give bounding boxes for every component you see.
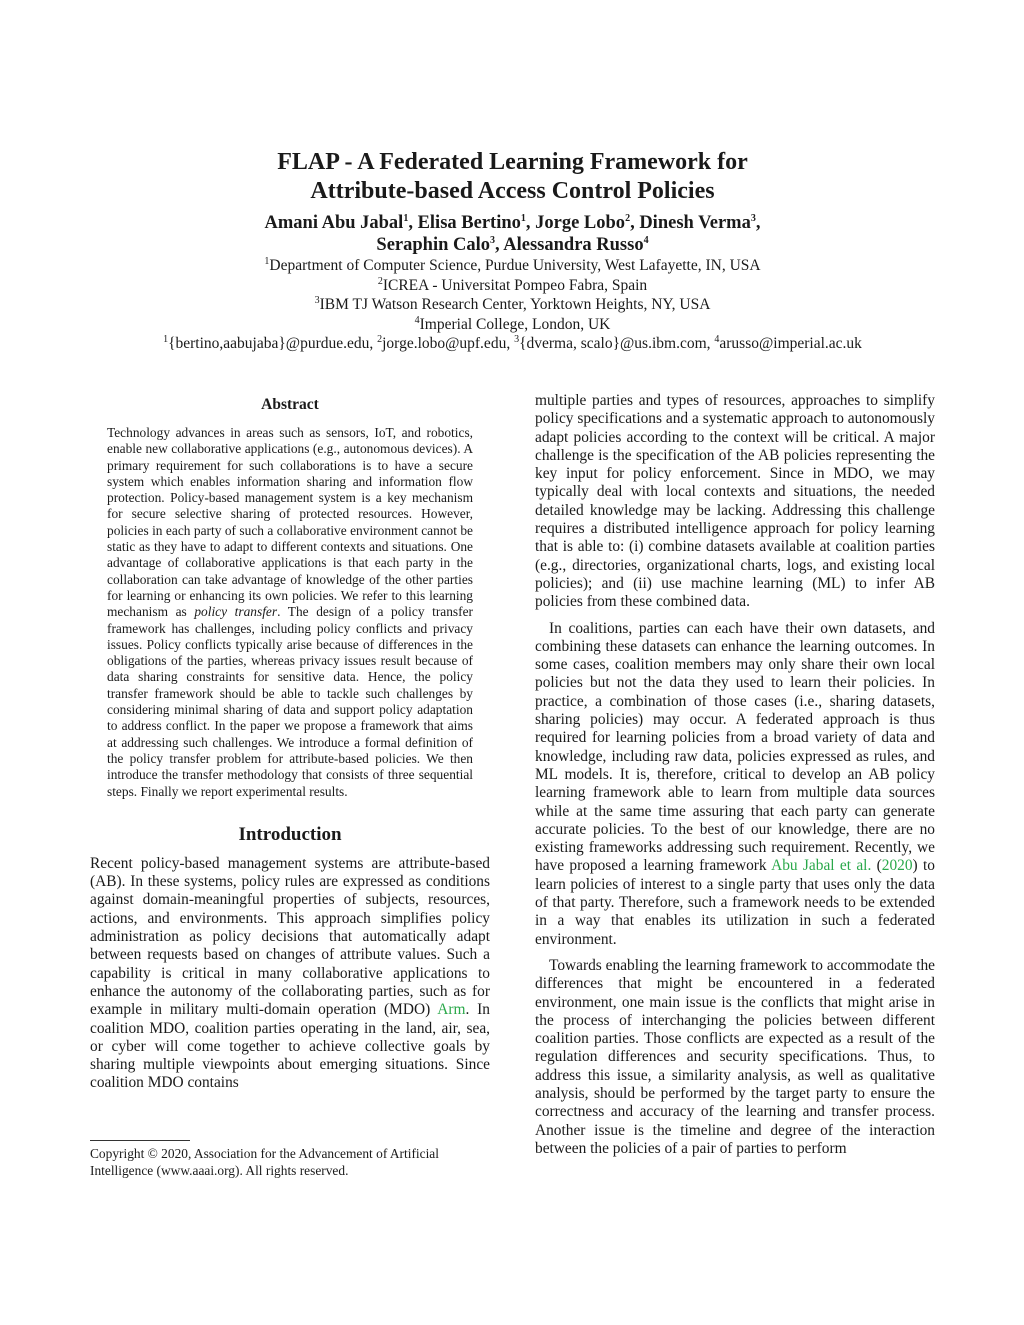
affiliation-list — [90, 256, 935, 354]
citation-link[interactable]: Abu Jabal et al. — [771, 857, 872, 875]
footnote-text: Copyright © 2020, Association for the Advancement of Artificial Intelligence (www.aaai.org). All rights reserved. — [90, 1146, 439, 1178]
author-name: Seraphin Calo — [376, 235, 491, 255]
affiliation-line: $^4$Imperial College, London, UK — [414, 314, 611, 333]
author-name: Jorge Lobo — [535, 213, 626, 233]
author-list — [90, 212, 935, 256]
arxiv-side-stamp — [12, 362, 58, 958]
affiliation-line: $^3$IBM TJ Watson Research Center, Yorktown Heights, NY, USA — [314, 295, 711, 314]
intro-paragraph-2: In coalitions, parties can each have their own datasets, and combining these datasets can enhance the learning outcomes. In some cases, coalition members may only share their own local policies but not the data they used to learn their policies. In practice, a combination of those cases (i.e., sharing datasets, sharing policies) may occur. A federated approach is thus required for learning policies from a broad variety of data and knowledge, including raw data, policies expressed as rules, and ML models. It is, therefore, critical to develop an AB policy learning framework able to learn from multiple data sources while at the same time assuring that each party can generate accurate policies. To the best of our knowledge, there are no existing frameworks addressing such requirement. Recently, we have proposed a learning framework Abu Jabal et al. (2020) to learn policies of interest to a single party that uses only the data of that party. Therefore, such a framework needs to be extended in a way that enables its utilization in such a federated environment. — [535, 619, 935, 948]
footnote-rule — [90, 1140, 190, 1141]
title-line-2: Attribute-based Access Control Policies — [310, 178, 715, 204]
copyright-footnote — [90, 1140, 490, 1179]
paper-header — [90, 148, 935, 354]
author-sup: 3 — [490, 234, 496, 246]
author-sup: 1 — [403, 212, 409, 224]
author-sup: 4 — [643, 234, 649, 246]
abstract-heading: Abstract — [261, 396, 319, 413]
author-name: Alessandra Russo — [503, 235, 644, 255]
author-sup: 1 — [520, 212, 526, 224]
author-sup: 2 — [625, 212, 631, 224]
author-name: Dinesh Verma — [639, 213, 751, 233]
author-name: Amani Abu Jabal — [264, 213, 404, 233]
author-sup: 3 — [750, 212, 756, 224]
intro-paragraph-3: Towards enabling the learning framework to accommodate the differences that might be encountered in a federated environment, one main issue is the conflicts that might arise in the process of interchanging the policies between different coalition parties. Those conflicts are expected as a result of the regulation differences and security specifications. Thus, to address this issue, a similarity analysis, as well as qualitative analysis, should be performed by the target party to ensure the correctness and accuracy of the learning and transfer process. Another issue is the timeline and degree of the interaction between the policies of a pair of parties to perform — [535, 956, 935, 1157]
citation-link[interactable]: Arm — [437, 1001, 466, 1019]
abstract-italic-term: policy transfer — [194, 604, 278, 620]
author-name: Elisa Bertino — [417, 213, 521, 233]
author-line-2: Seraphin Calo$^3$, Alessandra Russo$^4$ — [376, 234, 649, 255]
author-line-1: Amani Abu Jabal$^1$, Elisa Bertino$^1$, Jorge Lobo$^2$, Dinesh Verma$^3$, — [264, 212, 761, 233]
abstract-text: Technology advances in areas such as sensors, IoT, and robotics, enable new collaborative applications (e.g., autonomous devices). A primary requirement for such collaborations is to have a secure system which enables information sharing and information flow protection. Policy-based management system is a key mechanism for secure selective sharing of protected resources. However, policies in each party of such a collaborative environment cannot be static as they have to adapt to different contexts and situations. One advantage of collaborative applications is that each party in the collaboration can take advantage of knowledge of the other parties for learning or enhancing its own policies. We refer to this learning mechanism as policy transfer. The design of a policy transfer framework has challenges, including policy conflicts and privacy issues. Policy conflicts typically arise because of differences in the obligations of the parties, whereas privacy issues result because of data sharing constraints for sensitive data. Hence, the policy transfer framework should be able to tackle such challenges by considering minimal sharing of data and support policy adaptation to address conflict. In the paper we propose a framework that aims at addressing such challenges. We introduce a formal definition of the policy transfer problem for attribute-based policies. We then introduce the transfer methodology that consists of three sequential steps. Finally we report experimental results. — [107, 425, 473, 799]
right-column — [535, 392, 935, 1158]
email-line: $^1${bertino,aabujaba}@purdue.edu, $^2$jorge.lobo@upf.edu, $^3${dverma, scalo}@us.ibm.com, $^4$arusso@imperial.ac.uk — [163, 334, 862, 353]
intro-paragraph-1: Recent policy-based management systems are attribute-based (AB). In these systems, policy rules are expressed as conditions against domain-meaningful properties of subjects, resources, actions, and environments. This approach simplifies policy administration as policy decisions that automatically adapt between requests based on changes of attribute values. Such a capability is critical in many collaborative applications to enhance the autonomy of the collaborating parties, such as for example in military multi-domain operation (MDO) Arm. In coalition MDO, coalition parties operating in the land, air, sea, or cyber will come together to achieve collective goals by sharing multiple viewpoints about emerging situations. Since coalition MDO contains — [90, 854, 490, 1092]
introduction-heading: Introduction — [238, 823, 342, 845]
left-column — [90, 392, 490, 1093]
paper-title — [90, 148, 935, 206]
affiliation-line: $^2$ICREA - Universitat Pompeo Fabra, Spain — [377, 275, 648, 294]
intro-paragraph-1-continued: multiple parties and types of resources, approaches to simplify policy specifications and a systematic approach to autonomously adapt policies according to the context will be critical. A major challenge is the specification of the AB policies representing the key input for policy enforcement. Since in MDO, we may typically deal with local contexts and situations, the needed detailed knowledge may be lacking. Addressing this challenge requires a distributed intelligence approach for policy learning that is able to: (i) combine datasets available at coalition parties (e.g., directories, organizational charts, logs, and existing local policies); and (ii) use machine learning (ML) to infer AB policies from these combined data. — [535, 392, 935, 611]
citation-year-link[interactable]: 2020 — [881, 857, 913, 875]
affiliation-line: $^1$Department of Computer Science, Purdue University, West Lafayette, IN, USA — [264, 255, 761, 274]
title-line-1: FLAP - A Federated Learning Framework for — [277, 149, 748, 175]
